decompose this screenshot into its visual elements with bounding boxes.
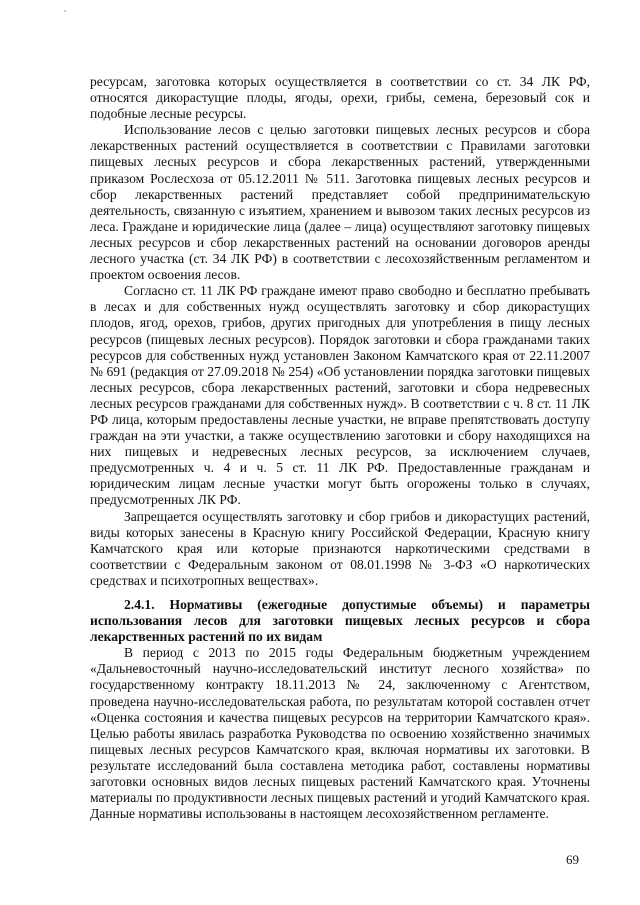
paragraph-research: В период с 2013 по 2015 годы Федеральным бюджетным учреждением «Дальневосточный научно-исследовательский институт лесного хозяйства» по государственному контракту 18.11.2013 № 24, заключенному с Агентством, проведена научно-исследовательская работа, по результатам которой составлен отчет «Оценка состояния и качества пищевых ресурсов на территории Камчатского края». Целью работы явилась разработка Руководства по освоению хозяйственно значимых пищевых лесных ресурсов Камчатского края, включая нормативы их заготовки. В результате исследований была составлена методика работ, составлены нормативы заготовки основных видов лесных пищевых растений Камчатского края. Уточнены материалы по продуктивности лесных пищевых растений и угодий Камчатского края. Данные нормативы использованы в настоящем лесохозяйственном регламенте. (90, 645, 590, 822)
paragraph-citizens-rights: Согласно ст. 11 ЛК РФ граждане имеют право свободно и бесплатно пребывать в лесах и для собственных нужд осуществлять заготовку и сбор дикорастущих плодов, ягод, орехов, грибов, других пригодных для употребления в пищу лесных ресурсов (пищевых лесных ресурсов). Порядок заготовки и сбора гражданами таких ресурсов для собственных нужд установлен Законом Камчатского края от 22.11.2007 № 691 (редакция от 27.09.2018 № 254) «Об установлении порядка заготовки пищевых лесных ресурсов, сбора лекарственных растений, заготовки и сбора недревесных лесных ресурсов гражданами для собственных нужд». В соответствии с ч. 8 ст. 11 ЛК РФ лица, которым предоставлены лесные участки, не вправе препятствовать доступу граждан на эти участки, а также осуществлению заготовки и сбору находящихся на них пищевых и недревесных лесных ресурсов, за исключением случаев, предусмотренных ч. 4 и ч. 5 ст. 11 ЛК РФ. Предоставленные гражданам и юридическим лицам лесные участки могут быть огорожены только в случаях, предусмотренных ЛК РФ. (90, 283, 590, 508)
body-text (90, 74, 590, 822)
scan-mark (64, 10, 66, 12)
paragraph-prohibition: Запрещается осуществлять заготовку и сбор грибов и дикорастущих растений, виды которых занесены в Красную книгу Российской Федерации, Красную книгу Камчатского края или которые признаются наркотическими средствами в соответствии с Федеральным законом от 08.01.1998 № 3-ФЗ «О наркотических средствах и психотропных веществах». (90, 508, 590, 588)
section-heading: 2.4.1. Нормативы (ежегодные допустимые объемы) и параметры использования лесов для заготовки пищевых лесных ресурсов и сбора лекарственных растений по их видам (90, 597, 590, 645)
paragraph-usage-rules: Использование лесов с целью заготовки пищевых лесных ресурсов и сбора лекарственных растений осуществляется в соответствии с Правилами заготовки пищевых лесных ресурсов и сбора лекарственных растений, утвержденными приказом Рослесхоза от 05.12.2011 № 511. Заготовка пищевых лесных ресурсов и сбор лекарственных растений представляет собой предпринимательскую деятельность, связанную с изъятием, хранением и вывозом таких лесных ресурсов из леса. Граждане и юридические лица (далее – лица) осуществляют заготовку пищевых лесных ресурсов и сбор лекарственных растений на основании договоров аренды лесного участка (ст. 34 ЛК РФ) в соответствии с лесохозяйственным регламентом и проектом освоения лесов. (90, 122, 590, 283)
page-number: 69 (566, 852, 579, 867)
paragraph-continuation: ресурсам, заготовка которых осуществляется в соответствии со ст. 34 ЛК РФ, относятся дикорастущие плоды, ягоды, орехи, грибы, семена, березовый сок и подобные лесные ресурсы. (90, 74, 590, 122)
